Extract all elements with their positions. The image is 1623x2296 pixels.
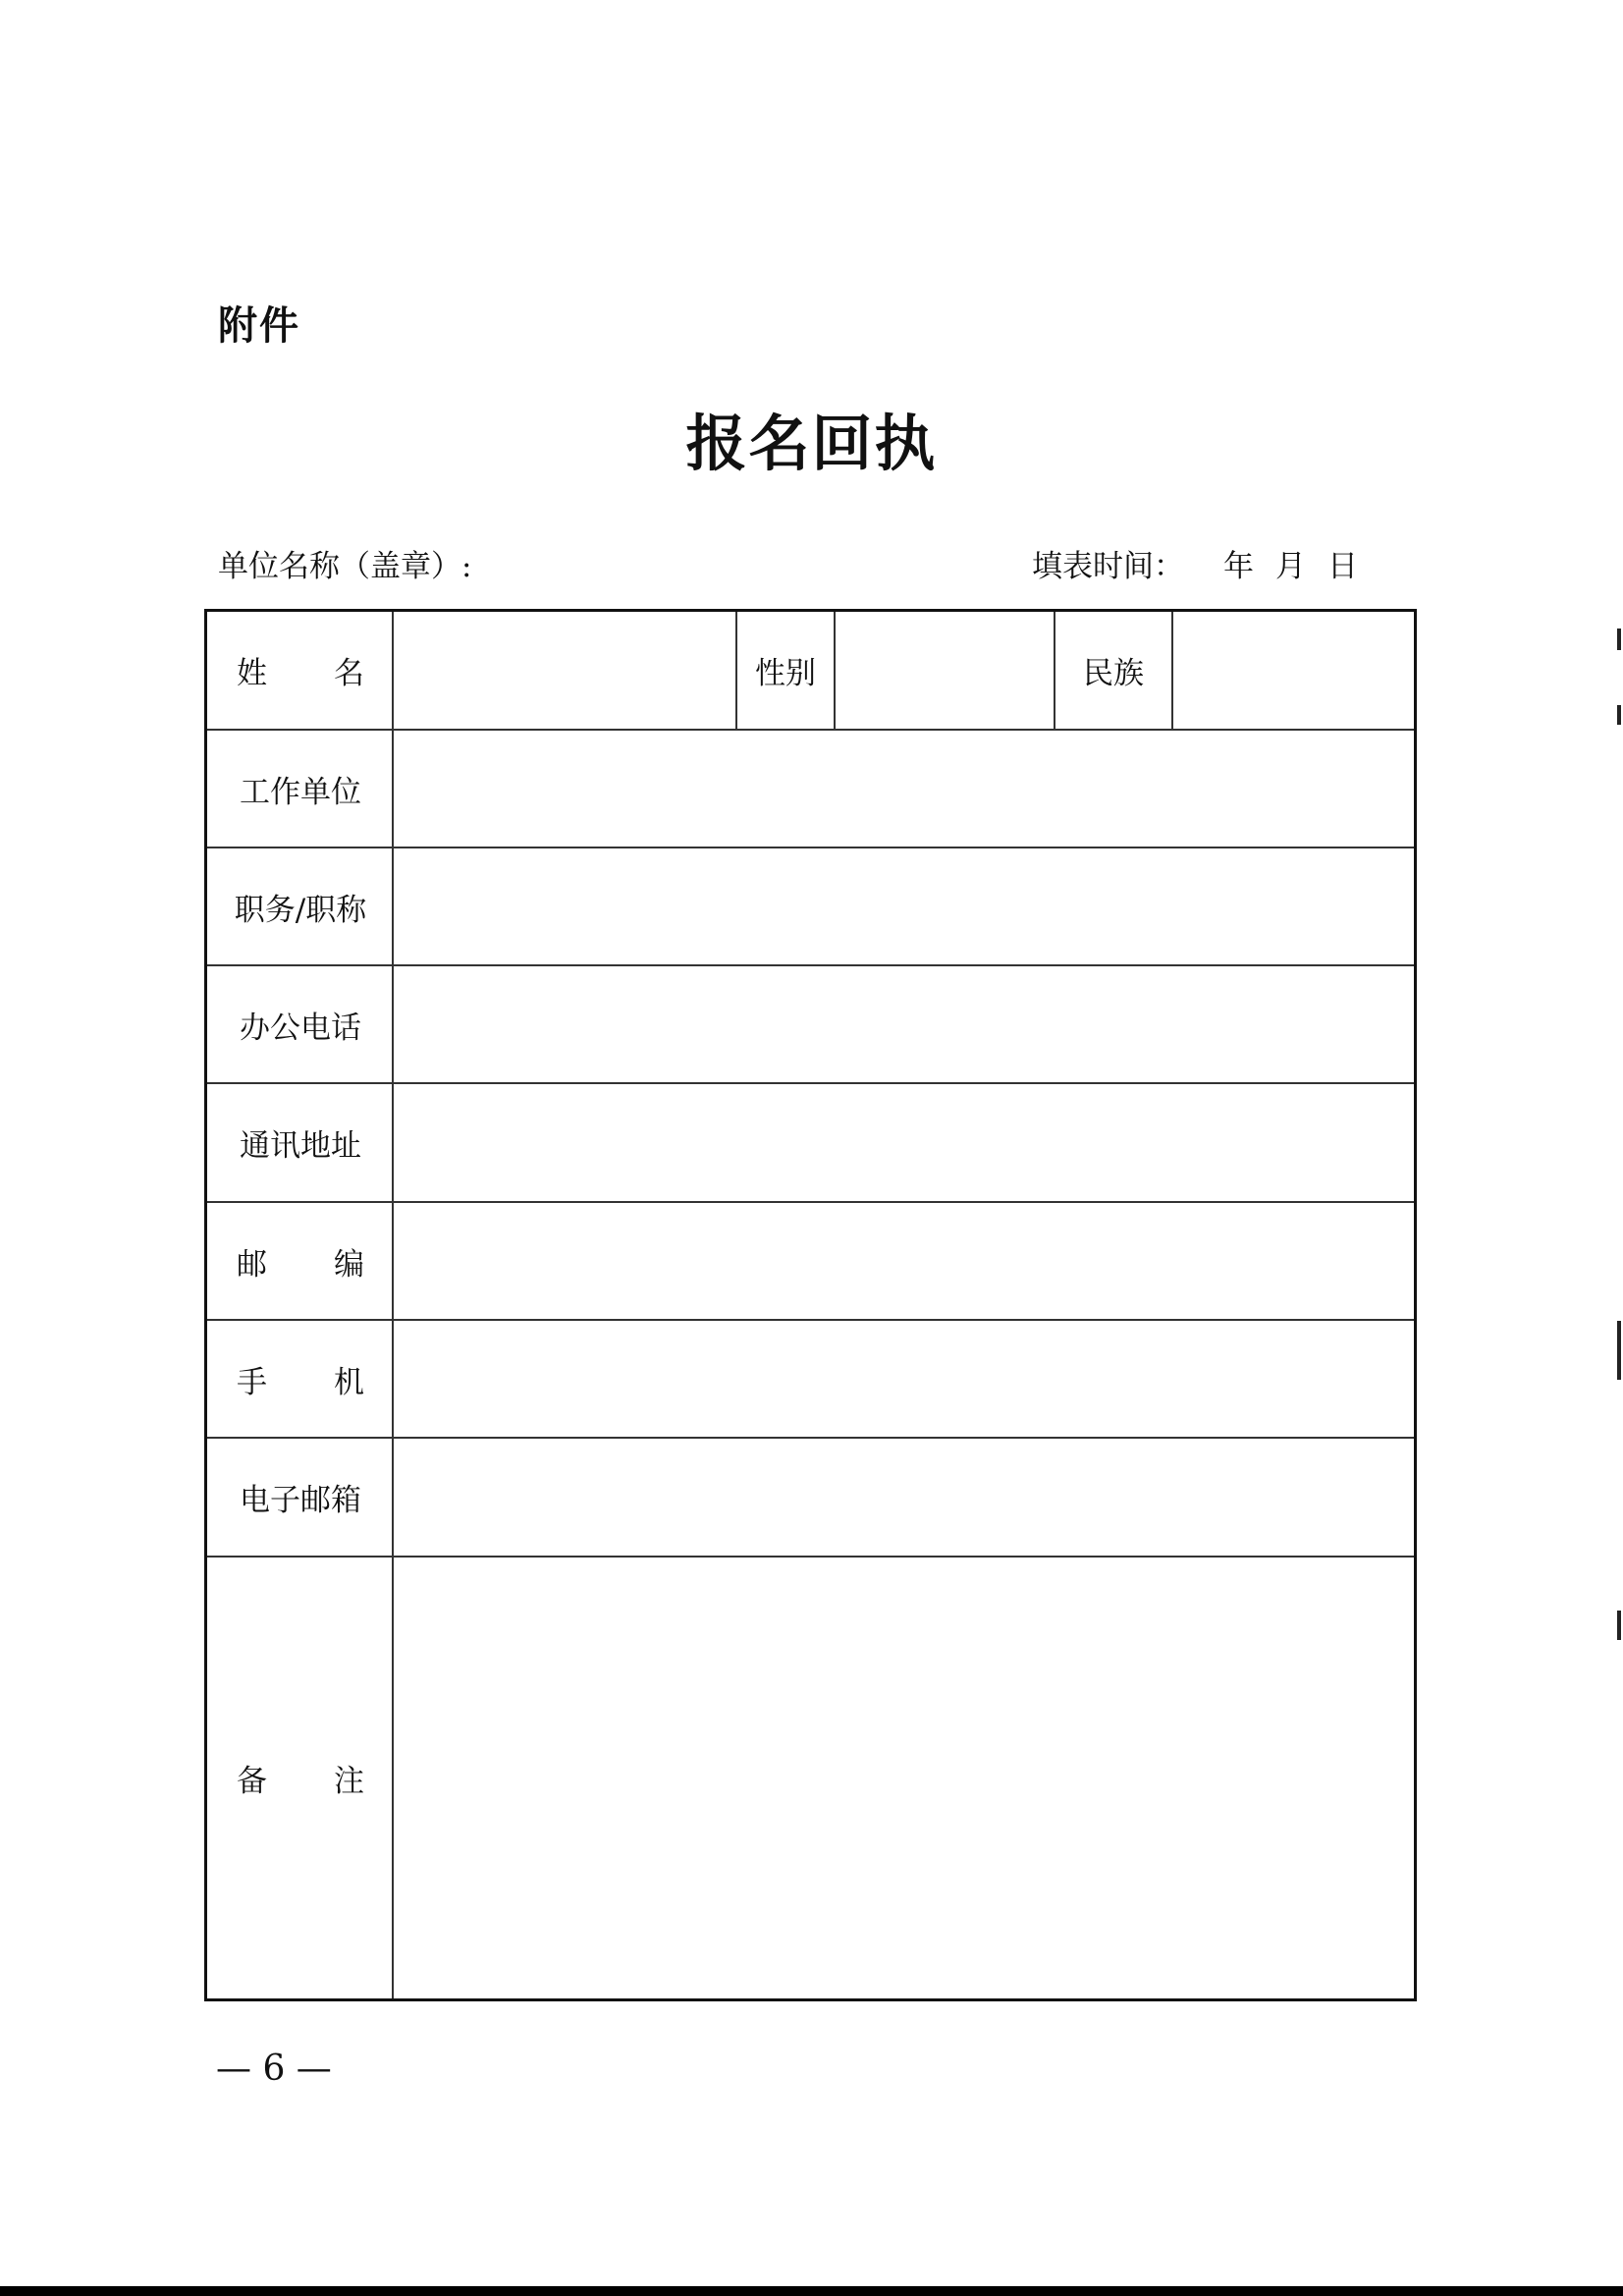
unit-name-line: 单位名称（盖章）: <box>218 549 472 584</box>
day-field: 日 <box>1327 549 1358 584</box>
address-value-cell[interactable] <box>394 1084 1414 1201</box>
fill-date-label: 填表时间： <box>1032 549 1184 584</box>
registration-form-table <box>204 609 1417 2001</box>
form-row-postcode <box>207 1203 1414 1321</box>
office-phone-label-cell: 办公电话 <box>207 966 394 1082</box>
page-title: 报名回执 <box>685 408 938 479</box>
form-row-name <box>207 612 1414 731</box>
name-label-char-2: 名 <box>334 656 364 691</box>
postcode-value-cell[interactable] <box>394 1203 1414 1319</box>
name-value-cell[interactable] <box>394 612 737 729</box>
scan-bottom-bar <box>0 2286 1623 2296</box>
page-number: — 6 — <box>216 2049 332 2089</box>
position-value-cell[interactable] <box>394 848 1414 964</box>
gender-value-cell[interactable] <box>836 612 1055 729</box>
right-edge-mark <box>1617 1611 1621 1640</box>
work-unit-label-cell: 工作单位 <box>207 731 394 847</box>
name-label-cell <box>207 612 394 729</box>
remarks-label-char-2: 注 <box>334 1764 364 1799</box>
postcode-label-cell <box>207 1203 394 1319</box>
email-value-cell[interactable] <box>394 1439 1414 1556</box>
mobile-label-char-1: 手 <box>237 1364 267 1400</box>
form-row-address <box>207 1084 1414 1203</box>
postcode-label-char-1: 邮 <box>237 1246 267 1283</box>
form-row-email <box>207 1439 1414 1558</box>
email-label-cell: 电子邮箱 <box>207 1439 394 1556</box>
ethnicity-value-cell[interactable] <box>1173 612 1414 729</box>
mobile-label-char-2: 机 <box>334 1364 364 1400</box>
attachment-label: 附件 <box>218 303 300 349</box>
mobile-label-cell <box>207 1321 394 1437</box>
remarks-label-char-1: 备 <box>237 1764 267 1799</box>
address-label-cell: 通讯地址 <box>207 1084 394 1201</box>
office-phone-value-cell[interactable] <box>394 966 1414 1082</box>
gender-label-cell: 性别 <box>737 612 836 729</box>
year-field: 年 <box>1223 549 1254 584</box>
name-label-char-1: 姓 <box>237 656 267 691</box>
mobile-value-cell[interactable] <box>394 1321 1414 1437</box>
ethnicity-label-cell: 民族 <box>1055 612 1173 729</box>
month-field: 月 <box>1275 549 1306 584</box>
work-unit-value-cell[interactable] <box>394 731 1414 847</box>
form-row-mobile <box>207 1321 1414 1439</box>
right-edge-mark <box>1617 1321 1621 1380</box>
postcode-label-char-2: 编 <box>334 1246 364 1283</box>
fill-date-line <box>1032 542 1358 591</box>
form-row-work-unit <box>207 731 1414 848</box>
right-edge-mark <box>1617 629 1621 650</box>
right-edge-mark <box>1617 705 1621 725</box>
form-row-position <box>207 848 1414 966</box>
form-row-remarks <box>207 1558 1414 1998</box>
remarks-label-cell <box>207 1558 394 1998</box>
remarks-value-cell[interactable] <box>394 1558 1414 1998</box>
position-label-cell: 职务/职称 <box>207 848 394 964</box>
form-row-office-phone <box>207 966 1414 1084</box>
